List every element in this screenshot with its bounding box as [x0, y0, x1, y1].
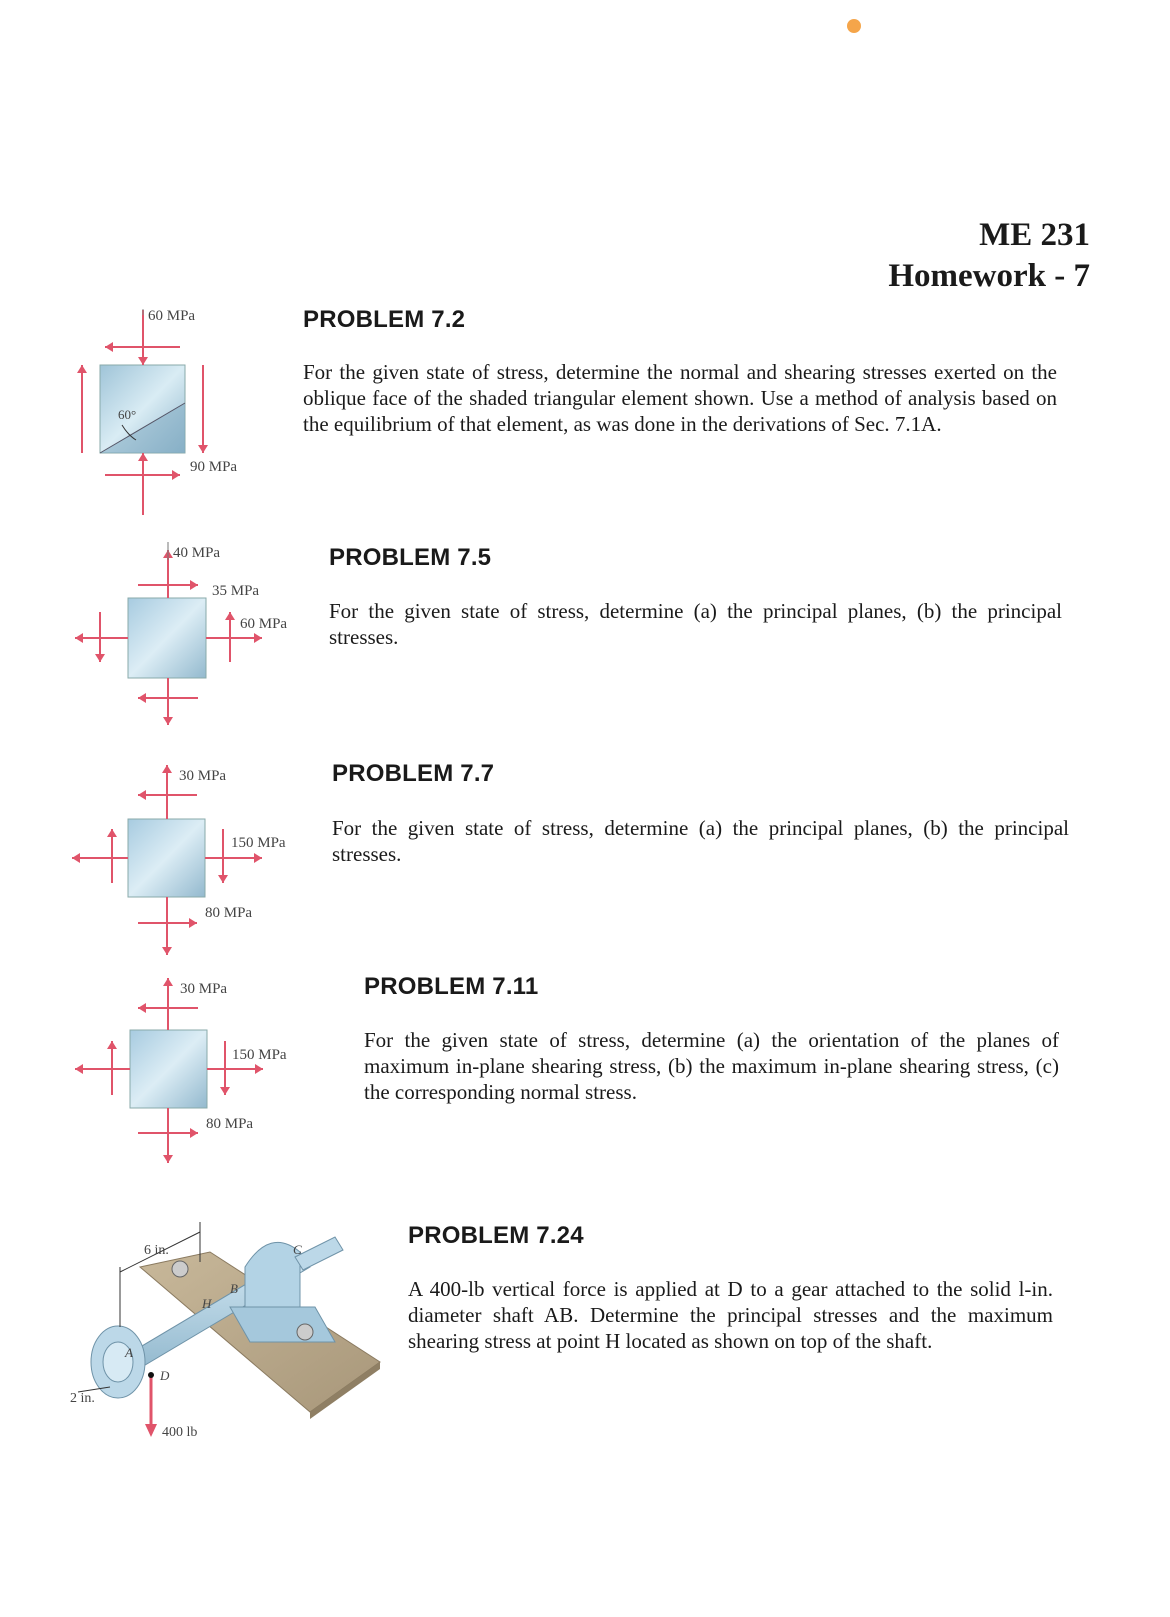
shaft-end	[295, 1237, 343, 1270]
assignment-title: Homework - 7	[888, 258, 1090, 294]
arrowhead	[138, 357, 148, 365]
label-35-mpa: 35 MPa	[212, 583, 260, 599]
label-150-mpa: 150 MPa	[231, 835, 286, 851]
label-angle-60: 60°	[118, 407, 137, 422]
arrowhead	[220, 1087, 230, 1095]
problem-7-24-title: PROBLEM 7.24	[408, 1222, 584, 1249]
arrowhead	[162, 765, 172, 773]
label-6-in: 6 in.	[144, 1243, 169, 1258]
stress-element	[128, 819, 205, 897]
label-point-b: B	[230, 1281, 238, 1296]
label-point-c: C	[293, 1242, 302, 1257]
arrowhead	[107, 829, 117, 837]
label-60-mpa: 60 MPa	[148, 308, 196, 324]
orange-dot-marker	[847, 19, 861, 33]
arrowhead	[77, 365, 87, 373]
bolt-icon	[297, 1324, 313, 1340]
arrowhead	[254, 853, 262, 863]
label-400-lb: 400 lb	[162, 1425, 198, 1440]
arrowhead	[72, 853, 80, 863]
label-80-mpa: 80 MPa	[205, 905, 253, 921]
point-d-marker	[148, 1372, 154, 1378]
label-point-a: A	[125, 1345, 133, 1360]
figure-7-11	[60, 968, 310, 1173]
arrowhead	[107, 1041, 117, 1049]
arrowhead	[255, 1064, 263, 1074]
figure-7-2	[60, 295, 280, 525]
bolt-icon	[172, 1261, 188, 1277]
bearing-bracket	[245, 1242, 300, 1307]
arrowhead	[138, 790, 146, 800]
label-40-mpa: 40 MPa	[173, 545, 221, 561]
label-point-d: D	[160, 1368, 170, 1383]
arrowhead	[105, 342, 113, 352]
problem-7-2-text: For the given state of stress, determine the normal and shearing stresses exerted on the oblique face of the shaded triangular element shown. Use a method of analysis based on the equilibrium of that element, as was done in the derivations of Sec. 7.1A.	[303, 360, 1057, 436]
arrowhead	[163, 978, 173, 986]
arrowhead	[189, 918, 197, 928]
arrowhead	[172, 470, 180, 480]
stress-element	[128, 598, 206, 678]
problem-7-5-title: PROBLEM 7.5	[329, 544, 492, 571]
stress-element	[130, 1030, 207, 1108]
course-title: ME 231	[979, 217, 1090, 253]
arrowhead	[190, 580, 198, 590]
arrowhead	[190, 1128, 198, 1138]
arrowhead	[162, 947, 172, 955]
arrowhead	[95, 654, 105, 662]
arrowhead	[163, 717, 173, 725]
arrowhead	[225, 612, 235, 620]
label-2-in: 2 in.	[70, 1391, 95, 1406]
course-header	[888, 215, 1090, 297]
problem-7-7-title: PROBLEM 7.7	[332, 760, 495, 787]
figure-7-7	[60, 755, 310, 970]
problem-7-11-text: For the given state of stress, determine (a) the orientation of the planes of maximum in-plane shearing stress, (b) the maximum in-plane shearing stress, (c) the corresponding normal stress.	[364, 1028, 1059, 1104]
label-30-mpa: 30 MPa	[180, 981, 228, 997]
arrowhead	[198, 445, 208, 453]
arrowhead	[75, 633, 83, 643]
label-30-mpa: 30 MPa	[179, 768, 227, 784]
problem-7-11-title: PROBLEM 7.11	[364, 973, 539, 1000]
arrowhead	[138, 693, 146, 703]
arrowhead	[163, 1155, 173, 1163]
problem-7-7-text: For the given state of stress, determine (a) the principal planes, (b) the principal stresses.	[332, 816, 1069, 866]
arrowhead	[75, 1064, 83, 1074]
label-150-mpa: 150 MPa	[232, 1047, 287, 1063]
label-80-mpa: 80 MPa	[206, 1116, 254, 1132]
arrowhead	[254, 633, 262, 643]
label-90-mpa: 90 MPa	[190, 459, 238, 475]
problem-7-2-title: PROBLEM 7.2	[303, 306, 466, 333]
problem-7-24-text: A 400-lb vertical force is applied at D to a gear attached to the solid l-in. diameter shaft AB. Determine the principal stresses and the maximum shearing stress at point H located as shown on top of the shaft.	[408, 1277, 1053, 1353]
label-60-mpa: 60 MPa	[240, 616, 288, 632]
arrowhead	[218, 875, 228, 883]
problem-7-5-text: For the given state of stress, determine (a) the principal planes, (b) the principal stresses.	[329, 599, 1062, 649]
figure-7-24	[60, 1212, 395, 1492]
arrowhead	[145, 1424, 157, 1437]
figure-7-5	[60, 530, 310, 740]
arrowhead	[138, 1003, 146, 1013]
label-point-h: H	[202, 1296, 212, 1311]
arrowhead	[138, 453, 148, 461]
